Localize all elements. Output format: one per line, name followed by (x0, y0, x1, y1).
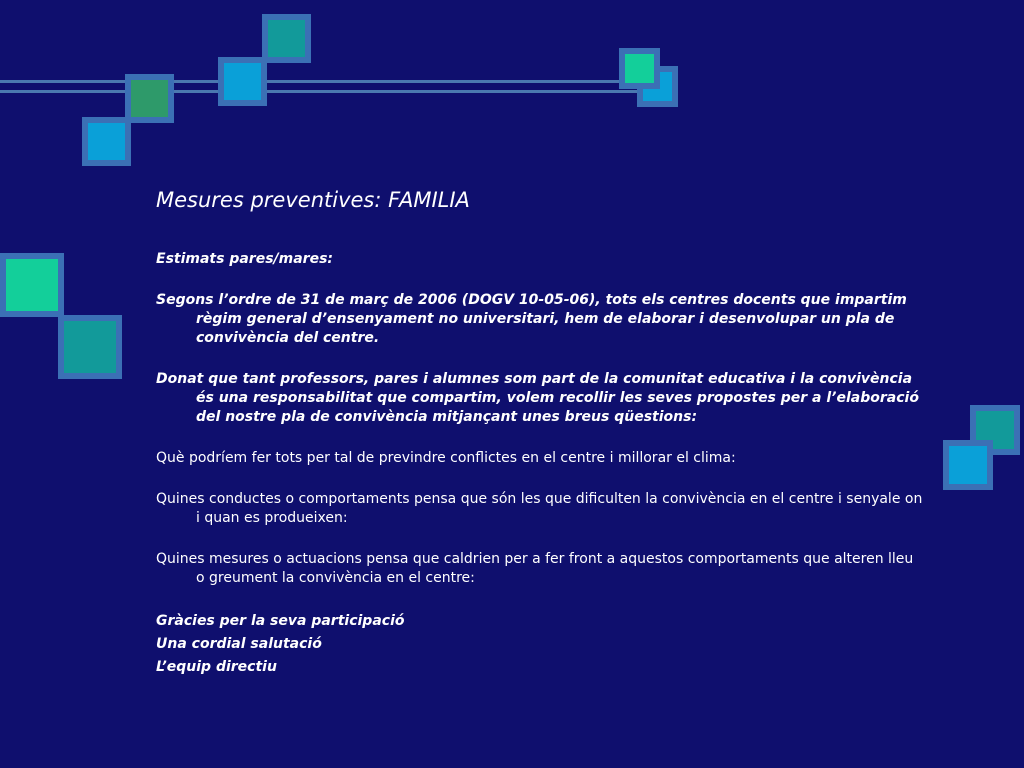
decorative-line-top (0, 80, 660, 83)
decorative-square (218, 57, 267, 106)
question-measures: Quines mesures o actuacions pensa que caldrien per a fer front a aquestos comportaments que alteren lleu o greument la convivència en el centre: (156, 551, 914, 586)
decorative-square (82, 117, 131, 166)
slide-title: Mesures preventives: FAMILIA (156, 188, 470, 212)
closing-thanks: Gràcies per la seva participació (156, 613, 405, 629)
paragraph-purpose: Donat que tant professors, pares i alumnes som part de la comunitat educativa i la convivència és una responsabilitat que compartim, volem recollir les seves propostes per a l’elaboració del nostre pla de convivència mitjançant unes breus qüestions: (156, 371, 919, 425)
decorative-square (0, 253, 64, 317)
decorative-line-bottom (0, 90, 660, 93)
decorative-square (619, 48, 660, 89)
decorative-square (262, 14, 311, 63)
closing-salutation: Una cordial salutació (156, 636, 322, 652)
decorative-square (943, 440, 993, 490)
closing-signature: L’equip directiu (156, 659, 277, 675)
greeting: Estimats pares/mares: (156, 251, 334, 267)
paragraph-order: Segons l’ordre de 31 de març de 2006 (DOGV 10-05-06), tots els centres docents que impartim règim general d’ensenyament no universitari, hem de elaborar i desenvolupar un pla de convivència del centre. (156, 292, 907, 346)
slide-content (156, 188, 926, 679)
question-prevention: Què podríem fer tots per tal de previndre conflictes en el centre i millorar el clima: (156, 450, 736, 466)
question-behaviours: Quines conductes o comportaments pensa que són les que dificulten la convivència en el centre i senyale on i quan es produeixen: (156, 491, 923, 526)
decorative-square (58, 315, 122, 379)
decorative-square (125, 74, 174, 123)
closing (156, 610, 926, 679)
